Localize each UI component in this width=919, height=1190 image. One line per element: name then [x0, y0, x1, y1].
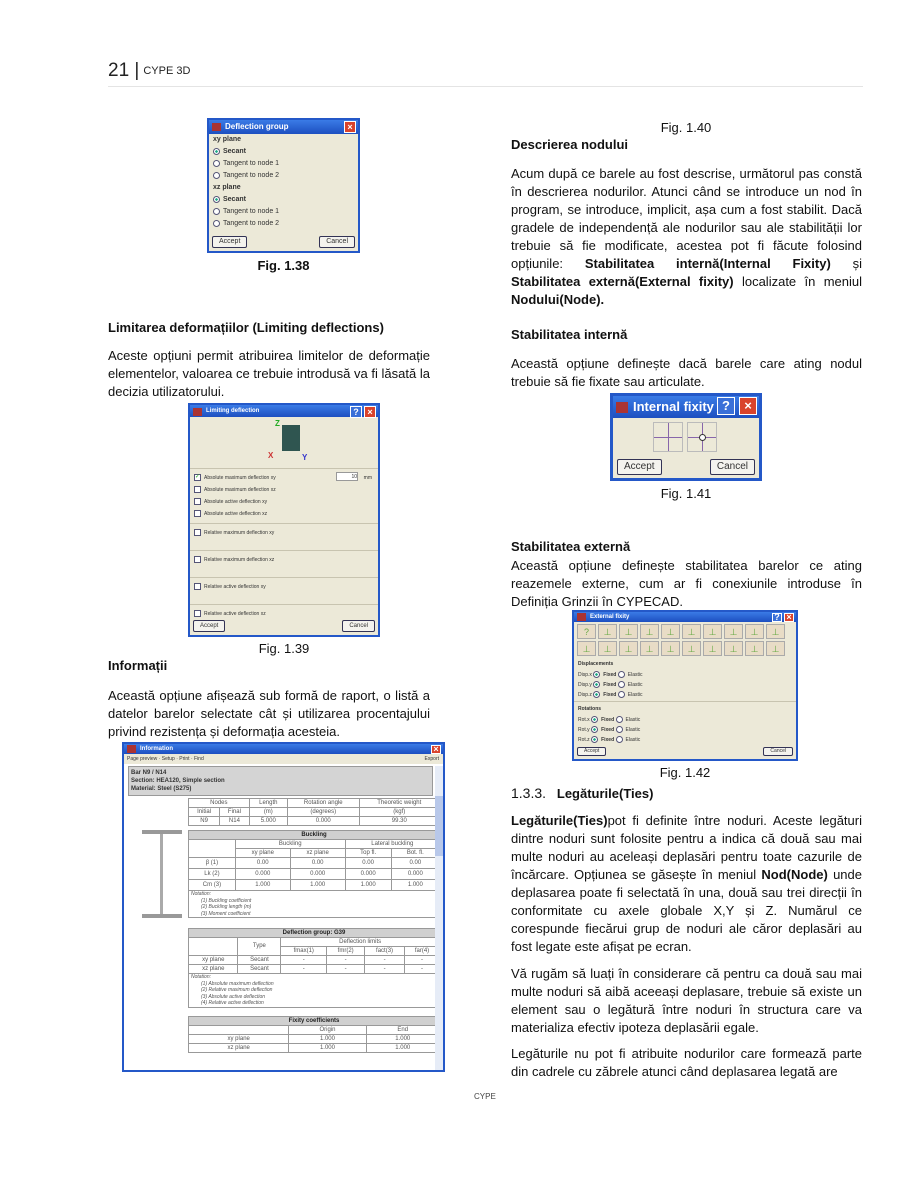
external-fixity-heading: Stabilitatea externă [511, 539, 631, 554]
radio-xy-secant[interactable]: Secant [209, 146, 358, 158]
dialog-title: Deflection group [225, 122, 289, 131]
fig-1-41-caption: Fig. 1.41 [660, 486, 712, 501]
print-button[interactable]: Print [179, 756, 190, 762]
material-label: Material: Steel (S275) [131, 786, 192, 792]
find-button[interactable]: Find [194, 756, 204, 762]
fixed-option[interactable] [653, 422, 683, 452]
support-type-button[interactable]: ⊥ [724, 641, 743, 656]
cancel-button[interactable]: Cancel [763, 747, 793, 756]
header-rule [108, 86, 863, 87]
limiting-deflection-dialog [188, 403, 380, 637]
elastic-label: Elastic [627, 692, 643, 698]
toolbar: Page preview · Setup · Print · Find Export [124, 754, 443, 764]
elastic-radio[interactable] [618, 671, 625, 678]
help-icon[interactable]: ? [717, 397, 735, 415]
accept-button[interactable]: Accept [212, 236, 247, 248]
support-type-button[interactable]: ⊥ [766, 641, 785, 656]
checkbox-rel-active-xy[interactable]: Relative active deflection xy [190, 581, 378, 601]
support-type-button[interactable]: ⊥ [640, 641, 659, 656]
node-description-heading: Descrierea nodului [511, 137, 629, 152]
fixed-label: Fixed [601, 737, 615, 743]
elastic-label: Elastic [625, 737, 641, 743]
scrollbar[interactable] [435, 766, 443, 1070]
axis-label: Disp.x [578, 672, 592, 678]
ties-paragraph-3: Legăturile nu pot fi atribuite nodurilor care formează parte din cadrele cu zăbrele atunci când deplasarea legată are [511, 1046, 862, 1079]
window-title: Information [140, 746, 173, 752]
support-type-button[interactable]: ⊥ [619, 624, 638, 639]
elastic-radio[interactable] [616, 716, 623, 723]
checkbox-abs-active-xy[interactable]: Absolute active deflection xy [190, 496, 378, 508]
deflection-group-dialog [207, 118, 360, 253]
support-type-button[interactable]: ⊥ [598, 641, 617, 656]
fixed-radio[interactable] [591, 726, 598, 733]
radio-xz-secant[interactable]: Secant [209, 194, 358, 206]
internal-fixity-heading: Stabilitatea internă [511, 327, 628, 342]
internal-fixity-dialog [610, 393, 762, 481]
axis-label: Rot.y [578, 727, 590, 733]
cancel-button[interactable]: Cancel [319, 236, 355, 248]
disp-row [574, 680, 796, 690]
section-label: Section: HEA120, Simple section [131, 778, 225, 784]
support-type-button[interactable]: ⊥ [619, 641, 638, 656]
support-type-button[interactable]: ⊥ [661, 624, 680, 639]
dialog-title: External fixity [590, 614, 630, 620]
fixed-radio[interactable] [593, 691, 600, 698]
radio-xy-tangent2[interactable]: Tangent to node 2 [209, 170, 358, 182]
internal-fixity-paragraph: Această opțiune definește dacă barele care ating nodul trebuie să fie fixate sau articulate. [511, 356, 862, 389]
elastic-label: Elastic [625, 727, 641, 733]
radio-xz-tangent2[interactable]: Tangent to node 2 [209, 218, 358, 230]
fixed-label: Fixed [603, 682, 617, 688]
axes-illustration: Z X Y [268, 419, 308, 462]
header-separator: | [134, 60, 140, 81]
app-icon [212, 123, 221, 131]
support-type-button[interactable]: ⊥ [745, 641, 764, 656]
help-icon[interactable]: ? [350, 406, 362, 418]
setup-button[interactable]: Setup [161, 756, 175, 762]
fig-1-39-caption: Fig. 1.39 [258, 641, 310, 656]
checkbox-rel-max-xz[interactable]: Relative maximum deflection xz [190, 554, 378, 574]
elastic-label: Elastic [627, 672, 643, 678]
support-type-button[interactable]: ⊥ [703, 641, 722, 656]
rot-row [574, 725, 796, 735]
bar-label: Bar N9 / N14 [131, 770, 167, 776]
close-icon[interactable]: × [364, 406, 376, 418]
fixed-radio[interactable] [591, 716, 598, 723]
fixity-table: Fixity coefficients Origin End xy plane 1.000 1.000 xz plane 1.000 1.000 [188, 1016, 440, 1053]
limiting-deflections-paragraph: Aceste opțiuni permit atribuirea limitelor de deformație elementelor, valoarea ce trebuie introdusă va fi lăsată la decizia utilizatorului. [108, 348, 430, 399]
deflection-group-table: Deflection group: G39 Type Deflection limits fmax(1) fmr(2) fact(3) far(4) xy plane Secant - - - - xz plane Secant - - - - Notation: (1) Absolute maximum deflection (2) Relative maximum deflection (3) Absolute active deflection (4) Relative active deflection [188, 928, 440, 1008]
section-drawing [142, 806, 182, 936]
doc-title: CYPE 3D [143, 64, 191, 77]
support-type-button[interactable]: ⊥ [703, 624, 722, 639]
information-heading: Informații [108, 658, 168, 673]
fig-1-40-caption: Fig. 1.40 [660, 120, 712, 135]
external-fixity-paragraph: Această opțiune definește stabilitatea barelor ce ating reazemele externe, cum ar fi conexiunile introduse în Definiția Grinzii în CYPECAD. [511, 558, 862, 609]
limiting-deflections-heading: Limitarea deformațiilor (Limiting deflections) [108, 320, 384, 335]
accept-button[interactable]: Accept [193, 620, 225, 632]
page-preview-button[interactable]: Page preview [127, 756, 158, 762]
rot-row [574, 715, 796, 725]
radio-xz-tangent1[interactable]: Tangent to node 1 [209, 206, 358, 218]
fixed-label: Fixed [601, 717, 615, 723]
support-type-button[interactable]: ⊥ [640, 624, 659, 639]
checkbox-abs-max-xy[interactable]: ✓ Absolute maximum deflection xy 10 mm [195, 474, 372, 481]
deflection-value-input[interactable]: 10 [336, 472, 358, 481]
information-window [122, 742, 445, 1072]
support-type-button[interactable]: ⊥ [682, 641, 701, 656]
app-icon [193, 408, 202, 416]
support-type-button[interactable]: ⊥ [598, 624, 617, 639]
node-description-paragraph: Acum după ce barele au fost descrise, următorul pas constă în descrierea nodurilor. Atunci când se introduce un nod în program, se introduce, implicit, așa cum a fost stabilit. Dacă gradele de independență ale nodurilor sau ale stabilității lor trebuie să fie modificate, acestea pot fi făcute folosind opțiunile: Stabilitatea internă(Internal Fixity) și Stabilitatea externă(External fixity) localizate în meniul Nodului(Node). [511, 166, 863, 307]
buckling-table: Buckling Buckling Lateral buckling xy plane xz plane Top fl. Bot. fl. β (1) 0.00 0.00 0.00 0.00 Lk (2) 0.000 0.000 0.000 0.000 Cm (3) 1.000 1.000 1.000 1.000 Notation: (1) Buckling coefficient (2) Buckling length (m) (3) Moment coefficient [188, 830, 440, 918]
export-button[interactable]: Export [424, 756, 439, 762]
axis-label: Rot.x [578, 717, 590, 723]
rot-row [574, 735, 796, 745]
dialog-title: Limiting deflection [206, 408, 260, 414]
xy-plane-label: xy plane [213, 136, 242, 143]
elastic-radio[interactable] [618, 681, 625, 688]
fixed-label: Fixed [603, 672, 617, 678]
cancel-button[interactable]: Cancel [342, 620, 375, 632]
support-type-button[interactable]: ? [577, 624, 596, 639]
displacements-label: Displacements [578, 661, 614, 667]
support-type-button[interactable]: ⊥ [766, 624, 785, 639]
support-type-grid [574, 622, 796, 658]
articulated-option[interactable] [687, 422, 717, 452]
fig-1-38-caption: Fig. 1.38 [257, 258, 310, 273]
fixed-label: Fixed [603, 692, 617, 698]
report-content [128, 766, 433, 1068]
footer-text: CYPE [474, 1092, 496, 1101]
bar-table: Nodes Length Rotation angle Theoretic weight Initial Final (m) (degrees) (kgf) N9 N14 5.000 0.000 99.30 [188, 798, 440, 826]
elastic-radio[interactable] [616, 736, 623, 743]
checkbox-abs-active-xz[interactable]: Absolute active deflection xz [190, 508, 378, 520]
support-type-button[interactable]: ⊥ [577, 641, 596, 656]
axis-label: Rot.z [578, 737, 590, 743]
page-header [108, 60, 190, 82]
cancel-button[interactable]: Cancel [710, 459, 755, 475]
elastic-radio[interactable] [618, 691, 625, 698]
help-icon[interactable]: ? [772, 613, 782, 622]
close-icon[interactable]: × [431, 745, 441, 754]
support-type-button[interactable]: ⊥ [745, 624, 764, 639]
accept-button[interactable]: Accept [617, 459, 662, 475]
ties-paragraph-1: Legăturile(Ties)pot fi definite între noduri. Aceste legături dintre noduri sunt folosite pentru a indica că două sau mai multe noduri au aceleași deplasări pentru toate cazurile de încărcare. Opțiunea se găsește în meniul Nod(Node) unde deplasarea poate fi selectată în una, două sau trei direcții în conformitate cu axele globale X,Y și Z. Numărul ce corespunde fiecărui grup de noduri ale căror deplasări au fost legate este afișat pe ecran. [511, 813, 862, 954]
radio-xy-tangent1[interactable]: Tangent to node 1 [209, 158, 358, 170]
close-icon[interactable]: × [739, 397, 757, 415]
elastic-label: Elastic [627, 682, 643, 688]
disp-row [574, 670, 796, 680]
fixed-radio[interactable] [591, 736, 598, 743]
xz-plane-label: xz plane [213, 184, 241, 191]
elastic-label: Elastic [625, 717, 641, 723]
accept-button[interactable]: Accept [577, 747, 606, 756]
axis-label: Disp.y [578, 682, 592, 688]
elastic-radio[interactable] [616, 726, 623, 733]
support-type-button[interactable]: ⊥ [661, 641, 680, 656]
checkbox-rel-active-xz[interactable]: Relative active deflection xz [190, 608, 378, 620]
checkbox-abs-max-xz[interactable]: Absolute maximum deflection xz [190, 484, 378, 496]
rotations-label: Rotations [578, 706, 602, 712]
support-type-button[interactable]: ⊥ [724, 624, 743, 639]
fig-1-42-caption: Fig. 1.42 [659, 765, 711, 780]
dialog-titlebar [209, 120, 358, 134]
fixed-radio[interactable] [593, 681, 600, 688]
ties-section-heading: 1.3.3. Legăturile(Ties) [511, 785, 654, 801]
information-paragraph: Această opțiune afișează sub formă de raport, o listă a datelor barelor selectate cât și utilizarea procentajului privind rezistența și deformația acesteia. [108, 688, 430, 739]
page-number: 21 [108, 60, 130, 81]
dialog-title: Internal fixity [633, 399, 714, 414]
ties-paragraph-2: Vă rugăm să luați în considerare că pentru ca două sau mai multe noduri să aibă aceeași deplasare, trebuie să existe un element sau o legătură între noduri în structura care va materializa efectiv ipoteza deplasării egale. [511, 966, 862, 1035]
external-fixity-dialog [572, 610, 798, 761]
axis-label: Disp.z [578, 692, 592, 698]
fixed-label: Fixed [601, 727, 615, 733]
support-type-button[interactable]: ⊥ [682, 624, 701, 639]
checkbox-rel-max-xy[interactable]: Relative maximum deflection xy [190, 527, 378, 547]
close-icon[interactable]: × [784, 613, 794, 622]
fixed-radio[interactable] [593, 671, 600, 678]
close-icon[interactable]: × [344, 121, 356, 133]
disp-row [574, 690, 796, 700]
